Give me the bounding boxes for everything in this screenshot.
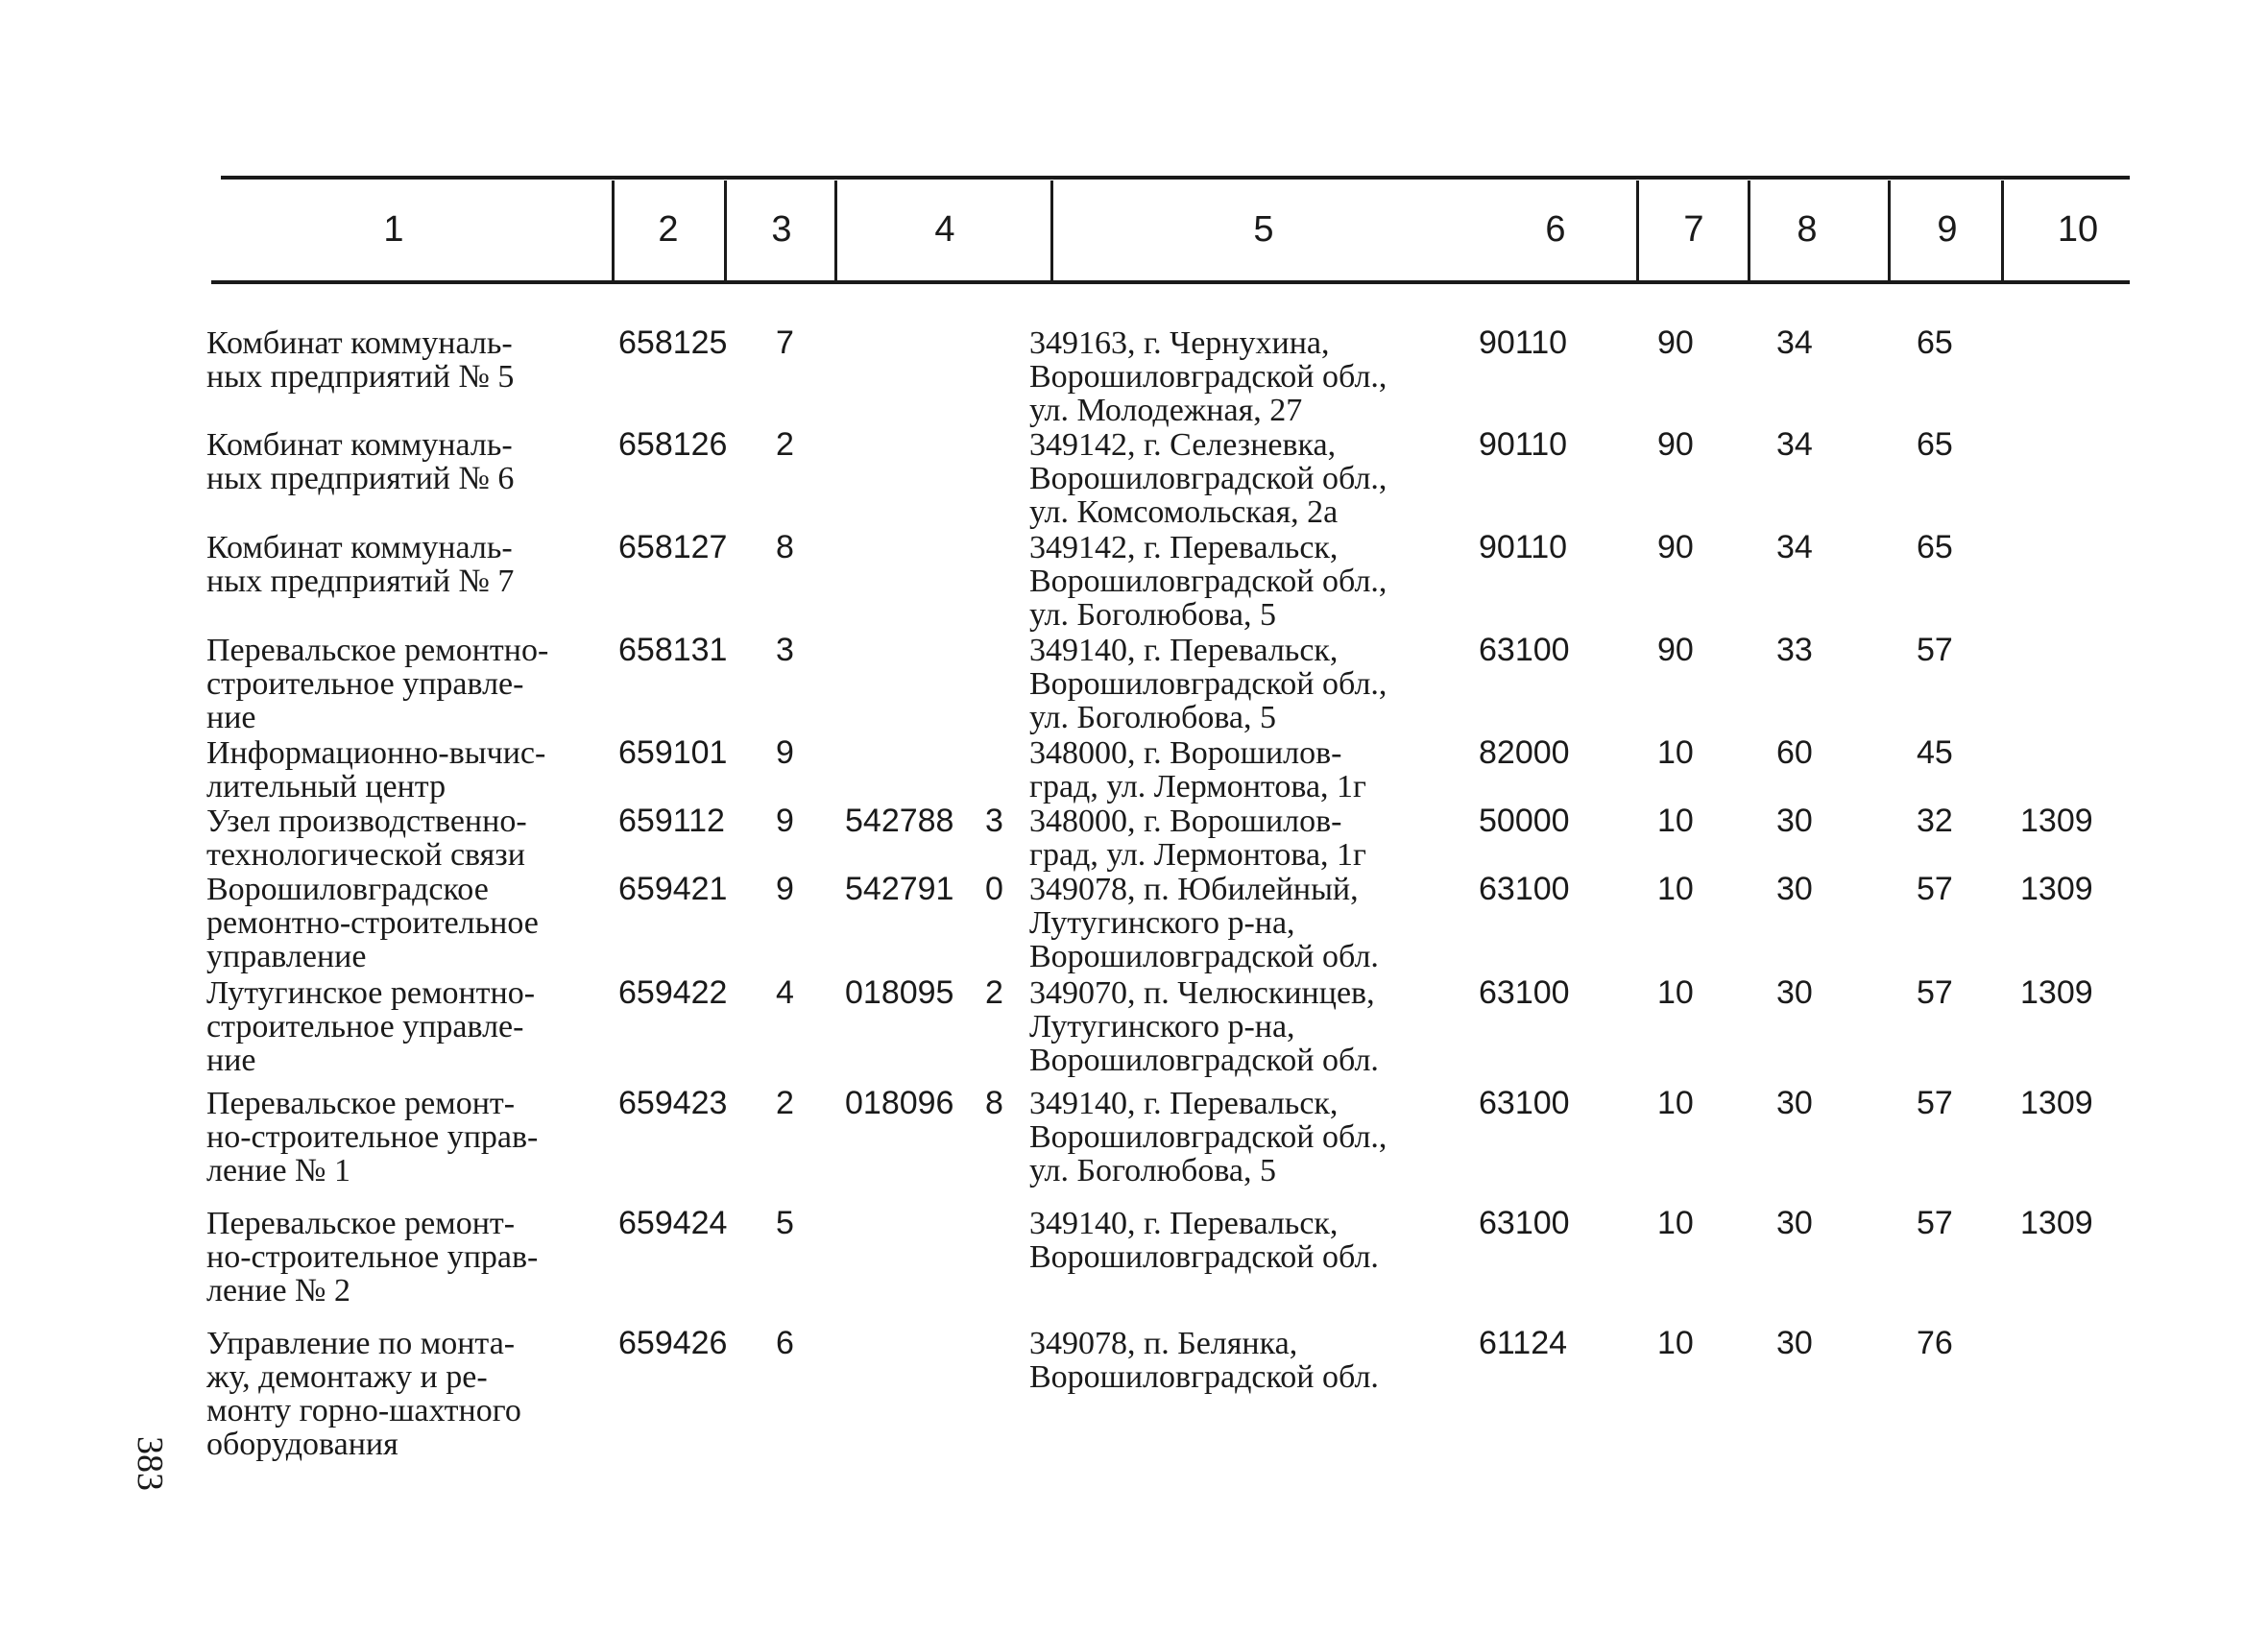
code-col8: 34 <box>1776 324 1813 361</box>
top-rule <box>221 176 2130 180</box>
address: 348000, г. Ворошилов- град, ул. Лермонтова, 1г <box>1029 735 1366 804</box>
code-col9: 76 <box>1917 1325 1953 1361</box>
code-col7: 10 <box>1657 803 1694 839</box>
code-col6: 90110 <box>1479 426 1568 463</box>
code-col10: 1309 <box>2020 974 2093 1011</box>
code-col9: 57 <box>1917 632 1953 668</box>
code-col3: 8 <box>776 529 794 565</box>
organization-name: Комбинат коммуналь- ных предприятий № 5 <box>206 325 515 395</box>
code-col2: 658126 <box>618 426 728 463</box>
header-separator <box>2001 180 2004 284</box>
code-col6: 82000 <box>1479 734 1570 771</box>
code-col8: 30 <box>1776 1205 1813 1241</box>
code-col6: 63100 <box>1479 632 1570 668</box>
code-col8: 30 <box>1776 803 1813 839</box>
code-col7: 90 <box>1657 529 1694 565</box>
code-col4-check: 0 <box>985 871 1003 907</box>
code-col9: 65 <box>1917 324 1953 361</box>
code-col8: 34 <box>1776 426 1813 463</box>
column-header-4: 4 <box>934 209 955 250</box>
code-col2: 659424 <box>618 1205 728 1241</box>
code-col6: 50000 <box>1479 803 1570 839</box>
code-col4-check: 3 <box>985 803 1003 839</box>
code-col3: 4 <box>776 974 794 1011</box>
column-header-3: 3 <box>771 209 792 250</box>
code-col9: 57 <box>1917 974 1953 1011</box>
code-col4: 018096 <box>845 1085 954 1121</box>
code-col8: 30 <box>1776 1325 1813 1361</box>
code-col2: 659112 <box>618 803 725 839</box>
code-col2: 659426 <box>618 1325 728 1361</box>
code-col3: 9 <box>776 734 794 771</box>
organization-name: Комбинат коммуналь- ных предприятий № 6 <box>206 427 515 496</box>
code-col2: 658131 <box>618 632 728 668</box>
code-col8: 34 <box>1776 529 1813 565</box>
address: 348000, г. Ворошилов- град, ул. Лермонтова, 1г <box>1029 804 1366 873</box>
header-separator <box>1050 180 1053 284</box>
code-col10: 1309 <box>2020 803 2093 839</box>
code-col3: 2 <box>776 426 794 463</box>
code-col9: 57 <box>1917 1205 1953 1241</box>
code-col8: 30 <box>1776 1085 1813 1121</box>
code-col7: 10 <box>1657 871 1694 907</box>
header-separator <box>612 180 615 284</box>
column-header-2: 2 <box>658 209 679 250</box>
code-col7: 90 <box>1657 324 1694 361</box>
header-separator <box>1888 180 1891 284</box>
code-col7: 10 <box>1657 1205 1694 1241</box>
code-col9: 65 <box>1917 529 1953 565</box>
code-col3: 5 <box>776 1205 794 1241</box>
column-header-10: 10 <box>2057 209 2099 250</box>
code-col10: 1309 <box>2020 871 2093 907</box>
code-col4: 542788 <box>845 803 954 839</box>
code-col3: 3 <box>776 632 794 668</box>
code-col10: 1309 <box>2020 1085 2093 1121</box>
code-col4-check: 2 <box>985 974 1003 1011</box>
code-col6: 63100 <box>1479 974 1570 1011</box>
address: 349140, г. Перевальск, Ворошиловградской обл., ул. Боголюбова, 5 <box>1029 633 1387 735</box>
code-col3: 9 <box>776 803 794 839</box>
code-col6: 63100 <box>1479 1205 1570 1241</box>
organization-name: Лутугинское ремонтно- строительное управле- ние <box>206 975 536 1078</box>
organization-name: Комбинат коммуналь- ных предприятий № 7 <box>206 530 515 599</box>
code-col8: 60 <box>1776 734 1813 771</box>
header-separator <box>834 180 837 284</box>
code-col6: 61124 <box>1479 1325 1568 1361</box>
code-col6: 63100 <box>1479 1085 1570 1121</box>
code-col9: 65 <box>1917 426 1953 463</box>
code-col4: 542791 <box>845 871 954 907</box>
code-col3: 9 <box>776 871 794 907</box>
code-col4: 018095 <box>845 974 954 1011</box>
code-col7: 10 <box>1657 1085 1694 1121</box>
header-separator <box>1748 180 1750 284</box>
address: 349142, г. Перевальск, Ворошиловградской обл., ул. Боголюбова, 5 <box>1029 530 1387 633</box>
header-separator <box>724 180 727 284</box>
page-number: 383 <box>130 1436 170 1491</box>
organization-name: Узел производственно- технологической связи <box>206 804 527 873</box>
code-col2: 658127 <box>618 529 728 565</box>
code-col2: 659101 <box>618 734 728 771</box>
address: 349163, г. Чернухина, Ворошиловградской обл., ул. Молодежная, 27 <box>1029 325 1387 428</box>
code-col3: 2 <box>776 1085 794 1121</box>
code-col2: 658125 <box>618 324 728 361</box>
code-col3: 7 <box>776 324 794 361</box>
address: 349142, г. Селезневка, Ворошиловградской обл., ул. Комсомольская, 2а <box>1029 427 1387 530</box>
column-header-1: 1 <box>383 209 404 250</box>
header-bottom-rule <box>211 280 2130 284</box>
code-col7: 90 <box>1657 426 1694 463</box>
code-col8: 30 <box>1776 974 1813 1011</box>
code-col9: 45 <box>1917 734 1953 771</box>
code-col7: 10 <box>1657 974 1694 1011</box>
column-header-9: 9 <box>1937 209 1958 250</box>
code-col7: 90 <box>1657 632 1694 668</box>
address: 349078, п. Юбилейный, Лутугинского р-на, Ворошиловградской обл. <box>1029 872 1379 974</box>
address: 349078, п. Белянка, Ворошиловградской обл. <box>1029 1326 1379 1395</box>
code-col7: 10 <box>1657 1325 1694 1361</box>
code-col3: 6 <box>776 1325 794 1361</box>
code-col6: 90110 <box>1479 324 1568 361</box>
code-col6: 90110 <box>1479 529 1568 565</box>
organization-name: Управление по монта- жу, демонтажу и ре- монту горно-шахтного оборудования <box>206 1326 521 1462</box>
code-col2: 659423 <box>618 1085 728 1121</box>
organization-name: Перевальское ремонт- но-строительное управ- ление № 2 <box>206 1206 539 1308</box>
organization-name: Перевальское ремонтно- строительное управле- ние <box>206 633 549 735</box>
code-col2: 659421 <box>618 871 728 907</box>
header-separator <box>1636 180 1639 284</box>
organization-name: Перевальское ремонт- но-строительное управ- ление № 1 <box>206 1086 539 1188</box>
column-header-7: 7 <box>1683 209 1704 250</box>
code-col6: 63100 <box>1479 871 1570 907</box>
code-col2: 659422 <box>618 974 728 1011</box>
code-col9: 32 <box>1917 803 1953 839</box>
address: 349140, г. Перевальск, Ворошиловградской обл. <box>1029 1206 1379 1275</box>
organization-name: Ворошиловградское ремонтно-строительное управление <box>206 872 539 974</box>
code-col9: 57 <box>1917 871 1953 907</box>
address: 349070, п. Челюскинцев, Лутугинского р-на, Ворошиловградской обл. <box>1029 975 1379 1078</box>
code-col9: 57 <box>1917 1085 1953 1121</box>
column-header-6: 6 <box>1545 209 1566 250</box>
code-col4-check: 8 <box>985 1085 1003 1121</box>
code-col8: 30 <box>1776 871 1813 907</box>
code-col7: 10 <box>1657 734 1694 771</box>
address: 349140, г. Перевальск, Ворошиловградской обл., ул. Боголюбова, 5 <box>1029 1086 1387 1188</box>
organization-name: Информационно-вычис- лительный центр <box>206 735 546 804</box>
column-header-8: 8 <box>1797 209 1818 250</box>
column-header-5: 5 <box>1253 209 1274 250</box>
code-col8: 33 <box>1776 632 1813 668</box>
code-col10: 1309 <box>2020 1205 2093 1241</box>
